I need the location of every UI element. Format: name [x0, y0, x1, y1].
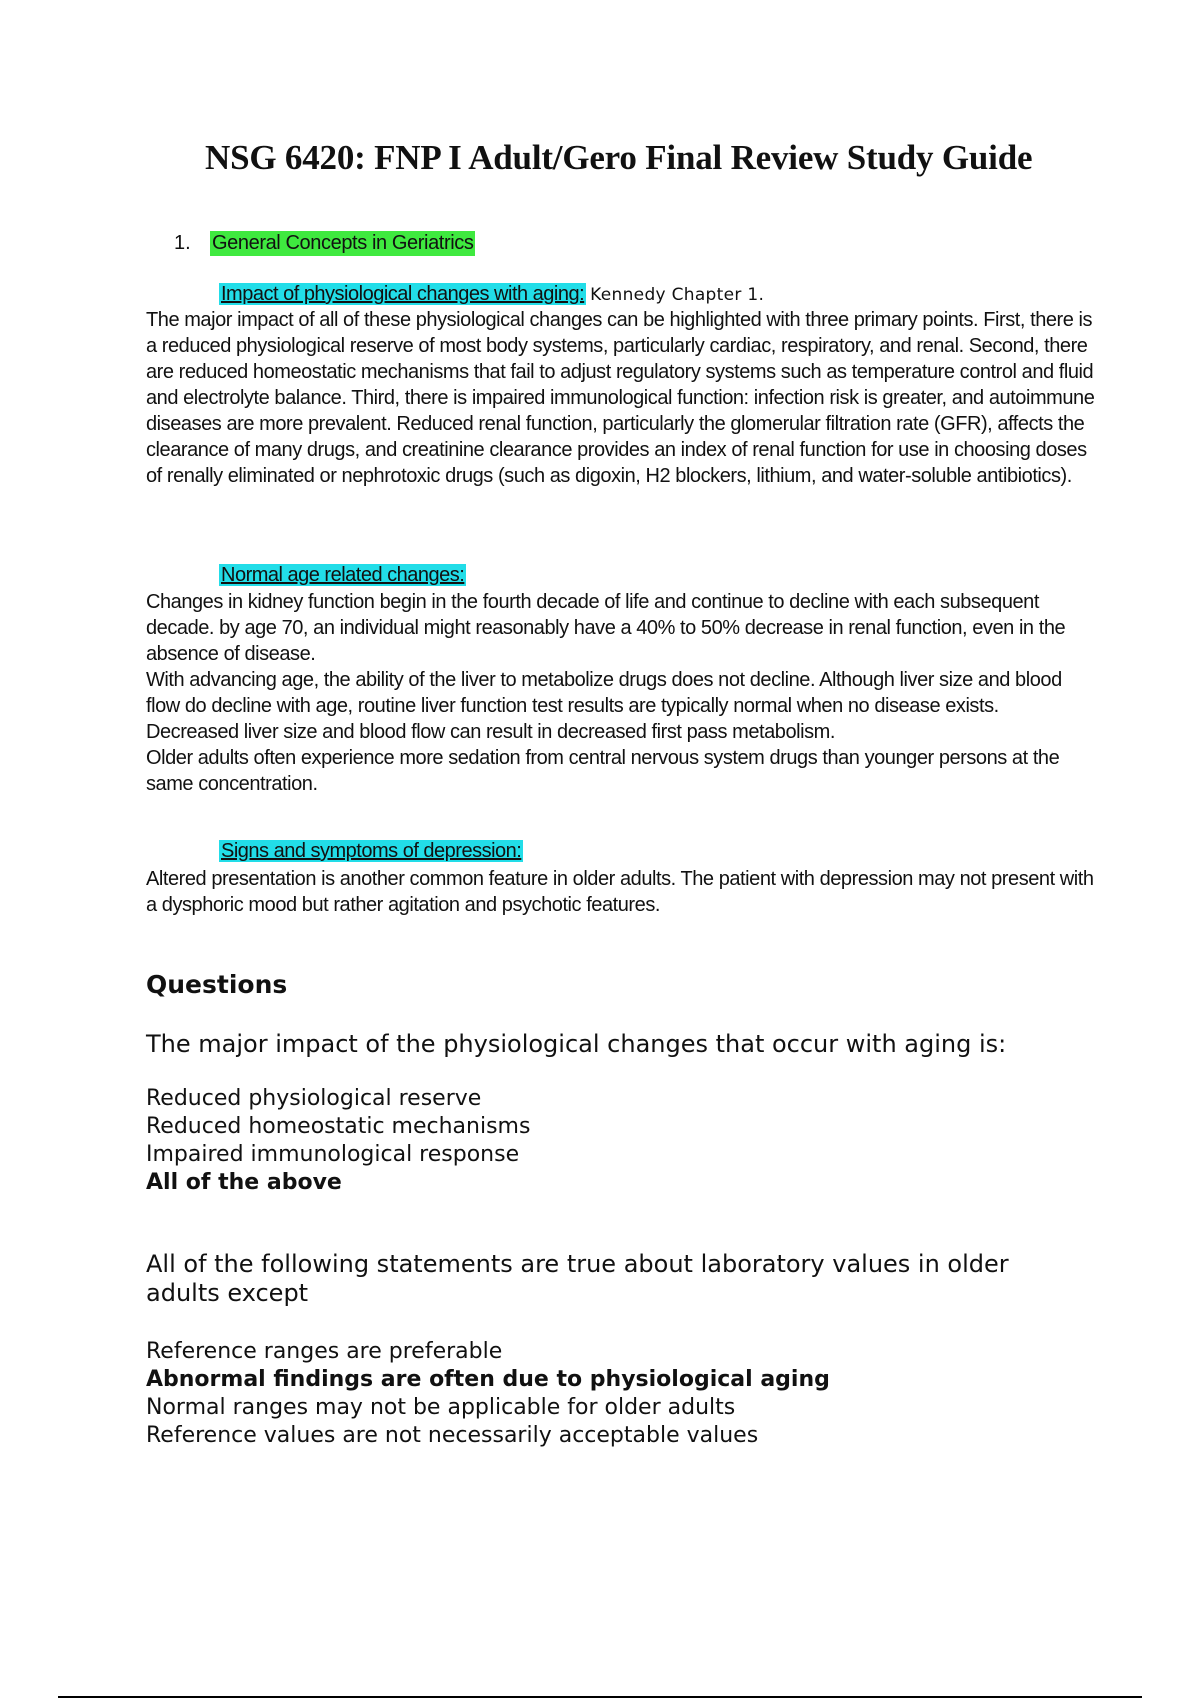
answer-option: Reduced physiological reserve [146, 1086, 482, 1111]
question-stem: The major impact of the physiological changes that occur with aging is: [146, 1030, 1007, 1058]
answer-option: Reduced homeostatic mechanisms [146, 1114, 531, 1139]
subsection-heading-row [219, 564, 466, 587]
subsection-heading: Impact of physiological changes with aging: [221, 283, 585, 305]
paragraph: Changes in kidney function begin in the fourth decade of life and continue to decline with each subsequent decade. by age 70, an individual might reasonably have a 40% to 50% decrease in renal function, even in the absence of disease. [146, 591, 1066, 665]
question-stem: All of the following statements are true about laboratory values in older adults except [146, 1250, 1009, 1307]
answer-option: Reference values are not necessarily acceptable values [146, 1423, 759, 1448]
subsection-heading-row [219, 840, 523, 863]
paragraph: With advancing age, the ability of the liver to metabolize drugs does not decline. Although liver size and blood flow do decline with age, routine liver function test results are typically normal when no disease exists. Decreased liver size and blood flow can result in decreased first pass metabolism. [146, 669, 1062, 743]
subsection-heading: Signs and symptoms of depression: [221, 840, 522, 862]
correct-answer-option: Abnormal findings are often due to physiological aging [146, 1367, 830, 1392]
answer-option: Normal ranges may not be applicable for older adults [146, 1395, 736, 1420]
questions-heading: Questions [146, 970, 288, 999]
answer-options [146, 1085, 1046, 1197]
paragraph: Altered presentation is another common feature in older adults. The patient with depression may not present with a dysphoric mood but rather agitation and psychotic features. [146, 868, 1094, 916]
subsection-body [146, 866, 1096, 918]
correct-answer-option: All of the above [146, 1170, 342, 1195]
subsection-body [146, 307, 1096, 489]
subsection-body [146, 589, 1096, 797]
subsection-heading-row [219, 283, 764, 306]
page-bottom-rule [58, 1696, 1142, 1698]
paragraph: Older adults often experience more sedation from central nervous system drugs than younger persons at the same concentration. [146, 747, 1060, 795]
answer-option: Reference ranges are preferable [146, 1339, 503, 1364]
paragraph: The major impact of all of these physiological changes can be highlighted with three primary points. First, there is a reduced physiological reserve of most body systems, particularly cardiac, respiratory, and renal. Second, there are reduced homeostatic mechanisms that fail to adjust regulatory systems such as temperature control and fluid and electrolyte balance. Third, there is impaired immunological function: infection risk is greater, and autoimmune diseases are more prevalent. Reduced renal function, particularly the glomerular filtration rate (GFR), affects the clearance of many drugs, and creatinine clearance provides an index of renal function for use in choosing doses of renally eliminated or nephrotoxic drugs (such as digoxin, H2 blockers, lithium, and water-soluble antibiotics). [146, 309, 1095, 487]
section-title: General Concepts in Geriatrics [212, 232, 474, 254]
subsection-heading: Normal age related changes: [221, 564, 465, 586]
chapter-reference: Kennedy Chapter 1. [590, 285, 765, 305]
answer-options [146, 1338, 1046, 1450]
section-number: 1. [174, 232, 191, 254]
answer-option: Impaired immunological response [146, 1142, 520, 1167]
page-title: NSG 6420: FNP I Adult/Gero Final Review Study Guide [205, 138, 1033, 177]
